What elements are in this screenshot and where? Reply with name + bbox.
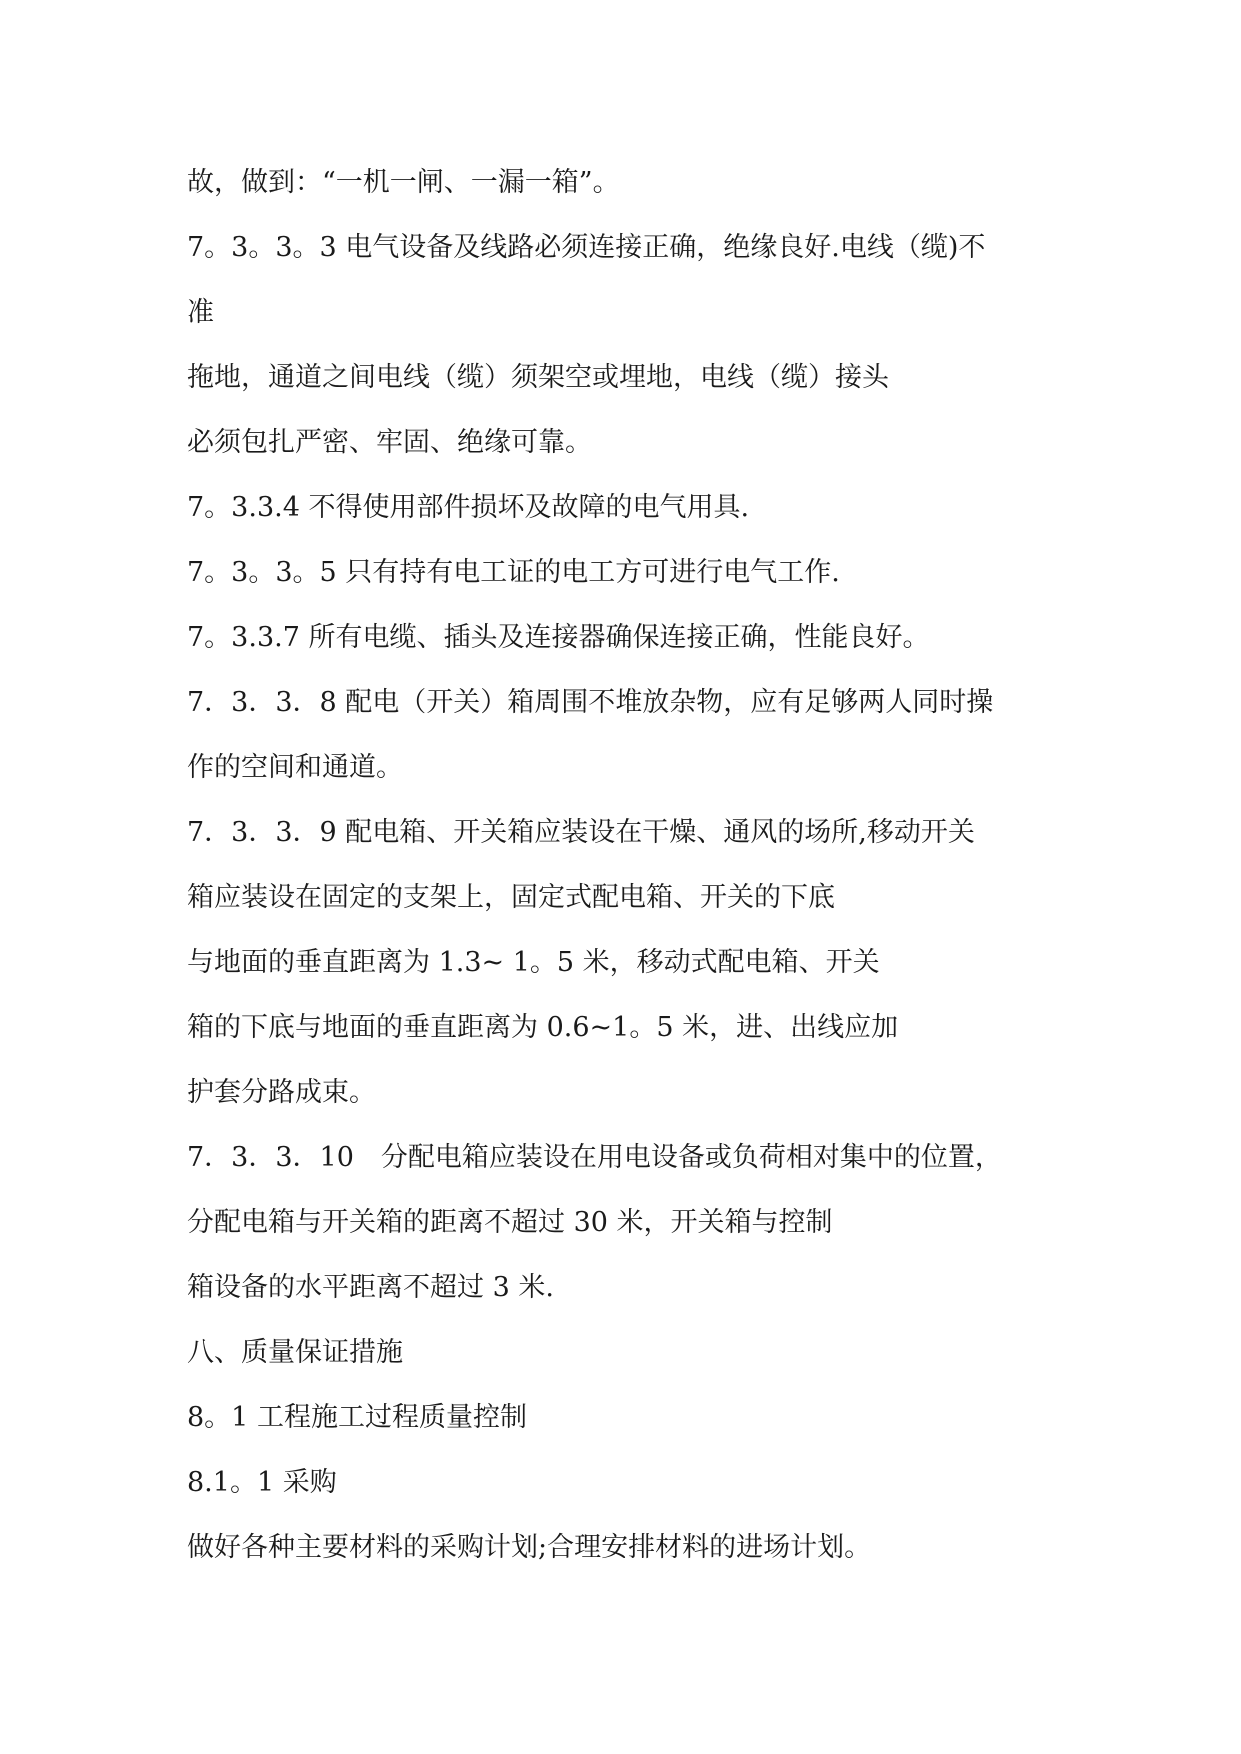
text-line: 与地面的垂直距离为 1.3~ 1。5 米，移动式配电箱、开关 (187, 947, 880, 978)
text-line: 作的空间和通道。 (187, 752, 403, 783)
text-line: 7。3。3。3 电气设备及线路必须连接正确，绝缘良好.电线（缆)不 (187, 232, 986, 263)
text-line: 7．3．3．10 分配电箱应装设在用电设备或负荷相对集中的位置， (187, 1142, 1002, 1173)
text-line: 箱设备的水平距离不超过 3 米. (187, 1272, 554, 1303)
text-line: 分配电箱与开关箱的距离不超过 30 米，开关箱与控制 (187, 1207, 833, 1238)
text-line: 准 (187, 297, 214, 328)
section-heading: 八、质量保证措施 (187, 1337, 403, 1368)
text-line: 7．3．3．9 配电箱、开关箱应装设在干燥、通风的场所,移动开关 (187, 817, 975, 848)
text-line: 7．3．3．8 配电（开关）箱周围不堆放杂物，应有足够两人同时操 (187, 687, 994, 718)
document-body (187, 150, 1067, 1580)
text-line: 箱的下底与地面的垂直距离为 0.6~1。5 米，进、出线应加 (187, 1012, 899, 1043)
text-line: 故，做到：“一机一闸、一漏一箱”。 (187, 167, 620, 198)
subsection-heading: 8。1 工程施工过程质量控制 (187, 1402, 527, 1433)
text-line: 做好各种主要材料的采购计划;合理安排材料的进场计划。 (187, 1532, 872, 1563)
text-line: 7。3。3。5 只有持有电工证的电工方可进行电气工作. (187, 557, 840, 588)
text-line: 7。3.3.7 所有电缆、插头及连接器确保连接正确，性能良好。 (187, 622, 930, 653)
subsection-heading: 8.1。1 采购 (187, 1467, 337, 1498)
text-line: 7。3.3.4 不得使用部件损坏及故障的电气用具. (187, 492, 750, 523)
text-line: 拖地，通道之间电线（缆）须架空或埋地，电线（缆）接头 (187, 362, 889, 393)
text-line: 箱应装设在固定的支架上，固定式配电箱、开关的下底 (187, 882, 835, 913)
text-line: 护套分路成束。 (187, 1077, 376, 1108)
text-line: 必须包扎严密、牢固、绝缘可靠。 (187, 427, 592, 458)
